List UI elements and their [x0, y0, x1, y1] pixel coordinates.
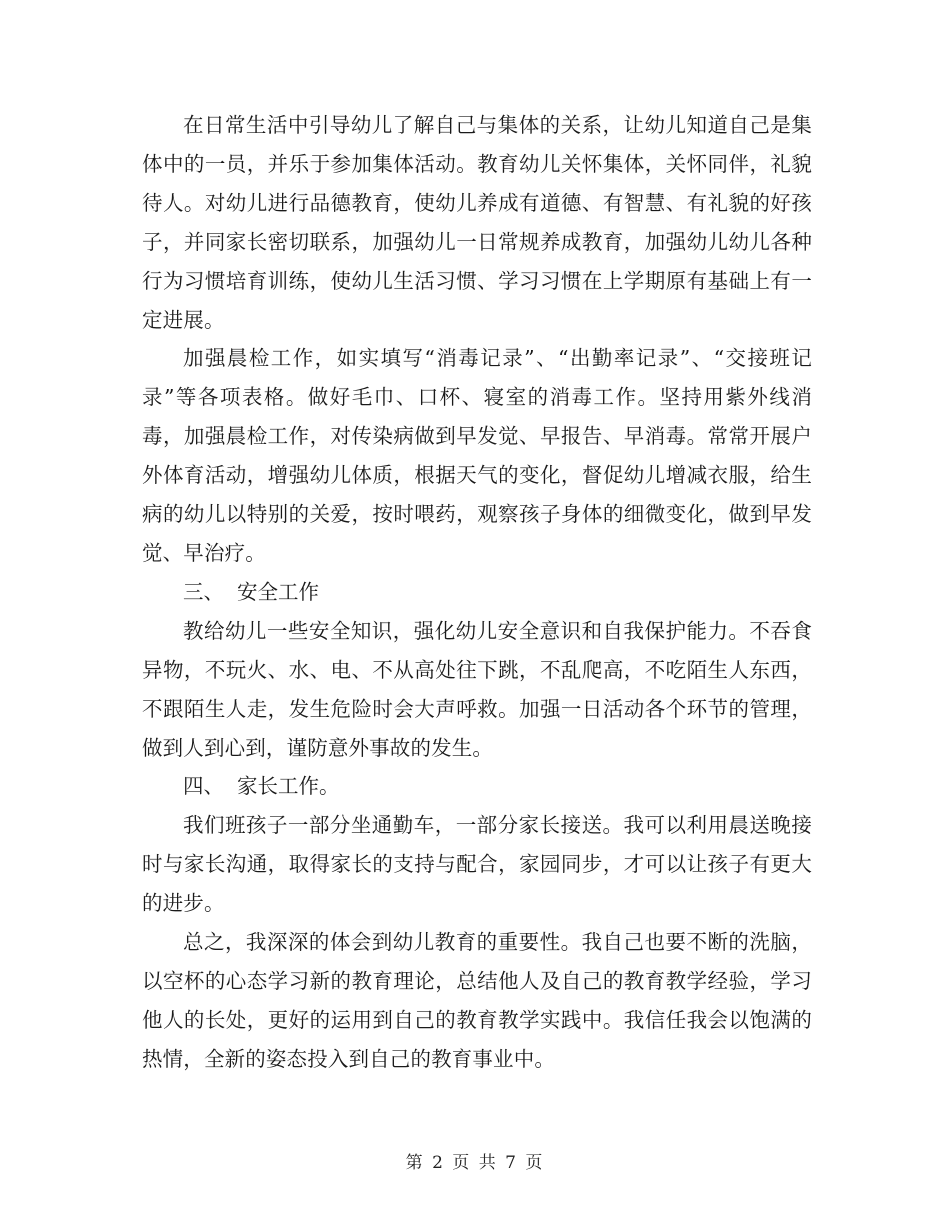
paragraph-safety: 教给幼儿一些安全知识，强化幼儿安全意识和自我保护能力。不吞食异物，不玩火、水、电、不从高处往下跳，不乱爬高，不吃陌生人东西，不跟陌生人走，发生危险时会大声呼救。加强一日活动各个环节的管理，做到人到心到，谨防意外事故的发生。 — [142, 618, 812, 760]
paragraph-parents: 我们班孩子一部分坐通勤车，一部分家长接送。我可以利用晨送晚接时与家长沟通，取得家长的支持与配合，家园同步，才可以让孩子有更大的进步。 — [142, 813, 812, 916]
section-heading-parents: 四、 家长工作。 — [183, 774, 340, 799]
paragraph-summary: 总之，我深深的体会到幼儿教育的重要性。我自己也要不断的洗脑，以空杯的心态学习新的教育理论，总结他人及自己的教育教学经验，学习他人的长处，更好的运用到自己的教育教学实践中。我信任我会以饱满的热情，全新的姿态投入到自己的教育事业中。 — [142, 930, 812, 1071]
page-number: 第 2 页 共 7 页 — [405, 1153, 545, 1173]
paragraph-daily-life: 在日常生活中引导幼儿了解自己与集体的关系，让幼儿知道自己是集体中的一员，并乐于参加集体活动。教育幼儿关怀集体，关怀同伴，礼貌待人。对幼儿进行品德教育，使幼儿养成有道德、有智慧、有礼貌的好孩子，并同家长密切联系，加强幼儿一日常规养成教育，加强幼儿幼儿各种行为习惯培育训练，使幼儿生活习惯、学习习惯在上学期原有基础上有一定进展。 — [142, 113, 812, 332]
paragraph-health-check: 加强晨检工作，如实填写“消毒记录”、“出勤率记录”、“交接班记录”等各项表格。做好毛巾、口杯、寝室的消毒工作。坚持用紫外线消毒，加强晨检工作，对传染病做到早发觉、早报告、早消毒。常常开展户外体育活动，增强幼儿体质，根据天气的变化，督促幼儿增减衣服，给生病的幼儿以特别的关爱，按时喂药，观察孩子身体的细微变化，做到早发觉、早治疗。 — [142, 346, 812, 565]
section-heading-safety: 三、 安全工作 — [183, 579, 320, 604]
document-body — [142, 106, 812, 1079]
